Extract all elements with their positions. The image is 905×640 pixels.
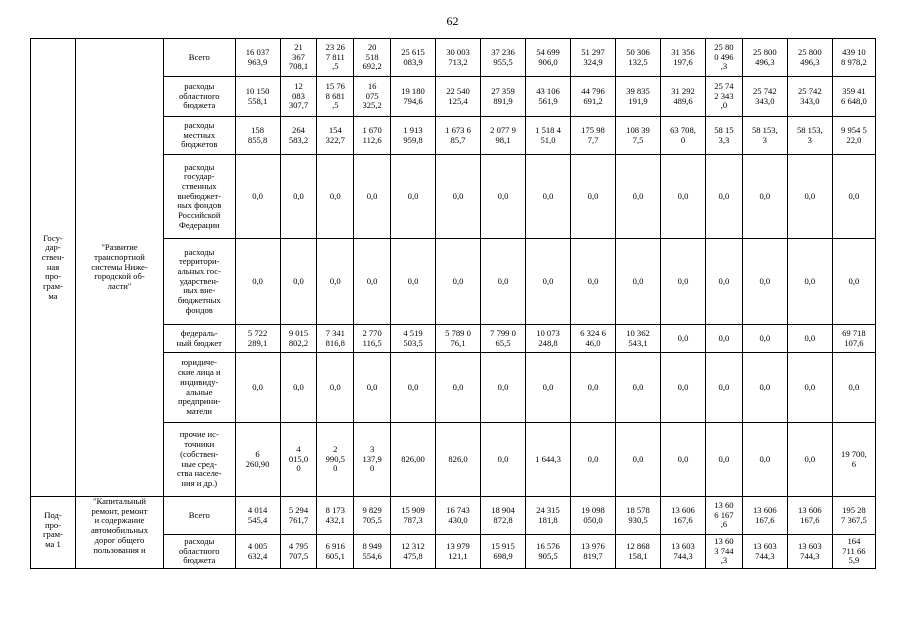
value-cell: 164 711 66 5,9 bbox=[832, 535, 875, 569]
value-cell: 3 137,9 0 bbox=[354, 423, 391, 497]
value-cell: 2 990,5 0 bbox=[317, 423, 354, 497]
value-cell: 13 979 121,1 bbox=[436, 535, 481, 569]
value-cell: 50 306 132,5 bbox=[616, 39, 661, 77]
value-cell: 1 913 959,8 bbox=[391, 117, 436, 155]
value-cell: 0,0 bbox=[787, 353, 832, 423]
row-label-cell: расходы государ- ственных внебюджет- ных фондов Российской Федерации bbox=[163, 155, 235, 239]
value-cell: 0,0 bbox=[616, 353, 661, 423]
value-cell: 31 292 489,6 bbox=[661, 77, 706, 117]
value-cell: 0,0 bbox=[526, 155, 571, 239]
value-cell: 0,0 bbox=[436, 239, 481, 325]
value-cell: 13 606 167,6 bbox=[742, 497, 787, 535]
value-cell: 20 518 692,2 bbox=[354, 39, 391, 77]
value-cell: 37 236 955,5 bbox=[481, 39, 526, 77]
value-cell: 6 916 605,1 bbox=[317, 535, 354, 569]
value-cell: 0,0 bbox=[787, 155, 832, 239]
value-cell: 25 80 0 496 ,3 bbox=[706, 39, 743, 77]
value-cell: 264 583,2 bbox=[280, 117, 317, 155]
value-cell: 0,0 bbox=[832, 239, 875, 325]
value-cell: 0,0 bbox=[832, 155, 875, 239]
value-cell: 0,0 bbox=[391, 155, 436, 239]
value-cell: 44 796 691,2 bbox=[571, 77, 616, 117]
value-cell: 7 341 816,8 bbox=[317, 325, 354, 353]
row-label-cell: юридиче- ские лица и индивиду- альные предприни- матели bbox=[163, 353, 235, 423]
value-cell: 0,0 bbox=[235, 353, 280, 423]
row-label-cell: федераль- ный бюджет bbox=[163, 325, 235, 353]
value-cell: 0,0 bbox=[317, 239, 354, 325]
value-cell: 0,0 bbox=[526, 353, 571, 423]
value-cell: 54 699 906,0 bbox=[526, 39, 571, 77]
program-type-cell: Под- про- грам- ма 1 bbox=[31, 497, 76, 569]
value-cell: 0,0 bbox=[706, 239, 743, 325]
value-cell: 0,0 bbox=[391, 353, 436, 423]
value-cell: 25 742 343,0 bbox=[742, 77, 787, 117]
value-cell: 25 742 343,0 bbox=[787, 77, 832, 117]
value-cell: 4 005 632,4 bbox=[235, 535, 280, 569]
value-cell: 0,0 bbox=[571, 155, 616, 239]
value-cell: 195 28 7 367,5 bbox=[832, 497, 875, 535]
value-cell: 15 915 698,9 bbox=[481, 535, 526, 569]
value-cell: 359 41 6 648,0 bbox=[832, 77, 875, 117]
table-row bbox=[31, 39, 876, 77]
value-cell: 5 789 0 76,1 bbox=[436, 325, 481, 353]
value-cell: 4 014 545,4 bbox=[235, 497, 280, 535]
value-cell: 51 297 324,9 bbox=[571, 39, 616, 77]
value-cell: 0,0 bbox=[661, 155, 706, 239]
value-cell: 22 540 125,4 bbox=[436, 77, 481, 117]
value-cell: 0,0 bbox=[235, 239, 280, 325]
value-cell: 826,0 bbox=[436, 423, 481, 497]
value-cell: 0,0 bbox=[616, 155, 661, 239]
value-cell: 108 39 7,5 bbox=[616, 117, 661, 155]
value-cell: 0,0 bbox=[706, 325, 743, 353]
value-cell: 158 855,8 bbox=[235, 117, 280, 155]
value-cell: 10 150 558,1 bbox=[235, 77, 280, 117]
page-number: 62 bbox=[446, 14, 459, 28]
value-cell: 4 519 503,5 bbox=[391, 325, 436, 353]
row-label-cell: расходы местных бюджетов bbox=[163, 117, 235, 155]
value-cell: 2 077 9 98,1 bbox=[481, 117, 526, 155]
value-cell: 0,0 bbox=[280, 155, 317, 239]
value-cell: 175 98 7,7 bbox=[571, 117, 616, 155]
value-cell: 0,0 bbox=[571, 353, 616, 423]
value-cell: 10 362 543,1 bbox=[616, 325, 661, 353]
value-cell: 6 324 6 46,0 bbox=[571, 325, 616, 353]
table-row bbox=[31, 497, 876, 535]
value-cell: 0,0 bbox=[571, 423, 616, 497]
value-cell: 1 673 6 85,7 bbox=[436, 117, 481, 155]
value-cell: 1 644,3 bbox=[526, 423, 571, 497]
value-cell: 0,0 bbox=[742, 325, 787, 353]
value-cell: 23 26 7 811 ,5 bbox=[317, 39, 354, 77]
value-cell: 6 260,90 bbox=[235, 423, 280, 497]
value-cell: 1 670 112,6 bbox=[354, 117, 391, 155]
value-cell: 16 576 905,5 bbox=[526, 535, 571, 569]
value-cell: 826,00 bbox=[391, 423, 436, 497]
value-cell: 16 743 430,0 bbox=[436, 497, 481, 535]
value-cell: 0,0 bbox=[661, 353, 706, 423]
value-cell: 0,0 bbox=[787, 239, 832, 325]
value-cell: 0,0 bbox=[436, 155, 481, 239]
row-label-cell: расходы территори- альных гос- ударствен- ных вне- бюджетных фондов bbox=[163, 239, 235, 325]
value-cell: 30 003 713,2 bbox=[436, 39, 481, 77]
value-cell: 0,0 bbox=[706, 423, 743, 497]
value-cell: 13 603 744,3 bbox=[661, 535, 706, 569]
value-cell: 43 106 561,9 bbox=[526, 77, 571, 117]
value-cell: 0,0 bbox=[481, 239, 526, 325]
value-cell: 154 322,7 bbox=[317, 117, 354, 155]
value-cell: 0,0 bbox=[317, 155, 354, 239]
value-cell: 0,0 bbox=[706, 155, 743, 239]
value-cell: 13 603 744,3 bbox=[742, 535, 787, 569]
value-cell: 0,0 bbox=[280, 239, 317, 325]
program-name-cell: "Капитальный ремонт, ремонт и содержание автомобильных дорог общего пользования и bbox=[76, 497, 164, 569]
value-cell: 9 829 705,5 bbox=[354, 497, 391, 535]
value-cell: 0,0 bbox=[661, 423, 706, 497]
value-cell: 25 74 2 343 ,0 bbox=[706, 77, 743, 117]
value-cell: 58 15 3,3 bbox=[706, 117, 743, 155]
value-cell: 27 359 891,9 bbox=[481, 77, 526, 117]
value-cell: 39 835 191,9 bbox=[616, 77, 661, 117]
value-cell: 21 367 708,1 bbox=[280, 39, 317, 77]
value-cell: 0,0 bbox=[436, 353, 481, 423]
value-cell: 8 173 432,1 bbox=[317, 497, 354, 535]
value-cell: 5 294 761,7 bbox=[280, 497, 317, 535]
value-cell: 0,0 bbox=[742, 155, 787, 239]
value-cell: 0,0 bbox=[481, 423, 526, 497]
value-cell: 13 60 6 167 ,6 bbox=[706, 497, 743, 535]
value-cell: 25 800 496,3 bbox=[742, 39, 787, 77]
value-cell: 13 60 3 744 ,3 bbox=[706, 535, 743, 569]
value-cell: 0,0 bbox=[742, 353, 787, 423]
row-label-cell: расходы областного бюджета bbox=[163, 77, 235, 117]
value-cell: 9 954 5 22,0 bbox=[832, 117, 875, 155]
value-cell: 0,0 bbox=[391, 239, 436, 325]
value-cell: 25 800 496,3 bbox=[787, 39, 832, 77]
value-cell: 13 606 167,6 bbox=[787, 497, 832, 535]
value-cell: 15 76 8 681 ,5 bbox=[317, 77, 354, 117]
value-cell: 12 083 307,7 bbox=[280, 77, 317, 117]
value-cell: 4 015,0 0 bbox=[280, 423, 317, 497]
value-cell: 8 949 554,6 bbox=[354, 535, 391, 569]
value-cell: 0,0 bbox=[354, 239, 391, 325]
value-cell: 0,0 bbox=[571, 239, 616, 325]
value-cell: 0,0 bbox=[481, 155, 526, 239]
value-cell: 0,0 bbox=[280, 353, 317, 423]
row-label-cell: Всего bbox=[163, 39, 235, 77]
value-cell: 12 868 158,1 bbox=[616, 535, 661, 569]
value-cell: 0,0 bbox=[317, 353, 354, 423]
value-cell: 18 904 872,8 bbox=[481, 497, 526, 535]
value-cell: 18 578 930,5 bbox=[616, 497, 661, 535]
value-cell: 0,0 bbox=[526, 239, 571, 325]
value-cell: 25 615 083,9 bbox=[391, 39, 436, 77]
value-cell: 31 356 197,6 bbox=[661, 39, 706, 77]
value-cell: 58 153, 3 bbox=[787, 117, 832, 155]
value-cell: 0,0 bbox=[354, 353, 391, 423]
value-cell: 0,0 bbox=[832, 353, 875, 423]
value-cell: 0,0 bbox=[787, 325, 832, 353]
budget-table bbox=[30, 38, 876, 569]
value-cell: 19 700, 6 bbox=[832, 423, 875, 497]
value-cell: 13 606 167,6 bbox=[661, 497, 706, 535]
value-cell: 0,0 bbox=[354, 155, 391, 239]
program-name-cell: "Развитие транспортной системы Ниже- городской об- ласти" bbox=[76, 39, 164, 497]
value-cell: 0,0 bbox=[787, 423, 832, 497]
value-cell: 439 10 8 978,2 bbox=[832, 39, 875, 77]
value-cell: 4 795 707,5 bbox=[280, 535, 317, 569]
row-label-cell: прочие ис- точники (собствен- ные сред- ства населе- ния и др.) bbox=[163, 423, 235, 497]
value-cell: 0,0 bbox=[481, 353, 526, 423]
value-cell: 19 098 050,0 bbox=[571, 497, 616, 535]
value-cell: 9 015 802,2 bbox=[280, 325, 317, 353]
value-cell: 16 037 963,9 bbox=[235, 39, 280, 77]
value-cell: 2 770 116,5 bbox=[354, 325, 391, 353]
value-cell: 19 180 794,6 bbox=[391, 77, 436, 117]
value-cell: 0,0 bbox=[742, 239, 787, 325]
value-cell: 58 153, 3 bbox=[742, 117, 787, 155]
value-cell: 12 312 475,8 bbox=[391, 535, 436, 569]
program-type-cell: Госу- дар- ствен- ная про- грам- ма bbox=[31, 39, 76, 497]
value-cell: 0,0 bbox=[616, 239, 661, 325]
value-cell: 0,0 bbox=[616, 423, 661, 497]
value-cell: 15 909 787,3 bbox=[391, 497, 436, 535]
value-cell: 16 075 325,2 bbox=[354, 77, 391, 117]
row-label-cell: расходы областного бюджета bbox=[163, 535, 235, 569]
value-cell: 24 315 181,8 bbox=[526, 497, 571, 535]
value-cell: 1 518 4 51,0 bbox=[526, 117, 571, 155]
value-cell: 7 799 0 65,5 bbox=[481, 325, 526, 353]
value-cell: 0,0 bbox=[661, 325, 706, 353]
value-cell: 5 722 289,1 bbox=[235, 325, 280, 353]
value-cell: 0,0 bbox=[661, 239, 706, 325]
value-cell: 13 976 819,7 bbox=[571, 535, 616, 569]
value-cell: 10 073 248,8 bbox=[526, 325, 571, 353]
value-cell: 63 708, 0 bbox=[661, 117, 706, 155]
value-cell: 13 603 744,3 bbox=[787, 535, 832, 569]
value-cell: 0,0 bbox=[706, 353, 743, 423]
value-cell: 0,0 bbox=[742, 423, 787, 497]
value-cell: 69 718 107,6 bbox=[832, 325, 875, 353]
row-label-cell: Всего bbox=[163, 497, 235, 535]
value-cell: 0,0 bbox=[235, 155, 280, 239]
